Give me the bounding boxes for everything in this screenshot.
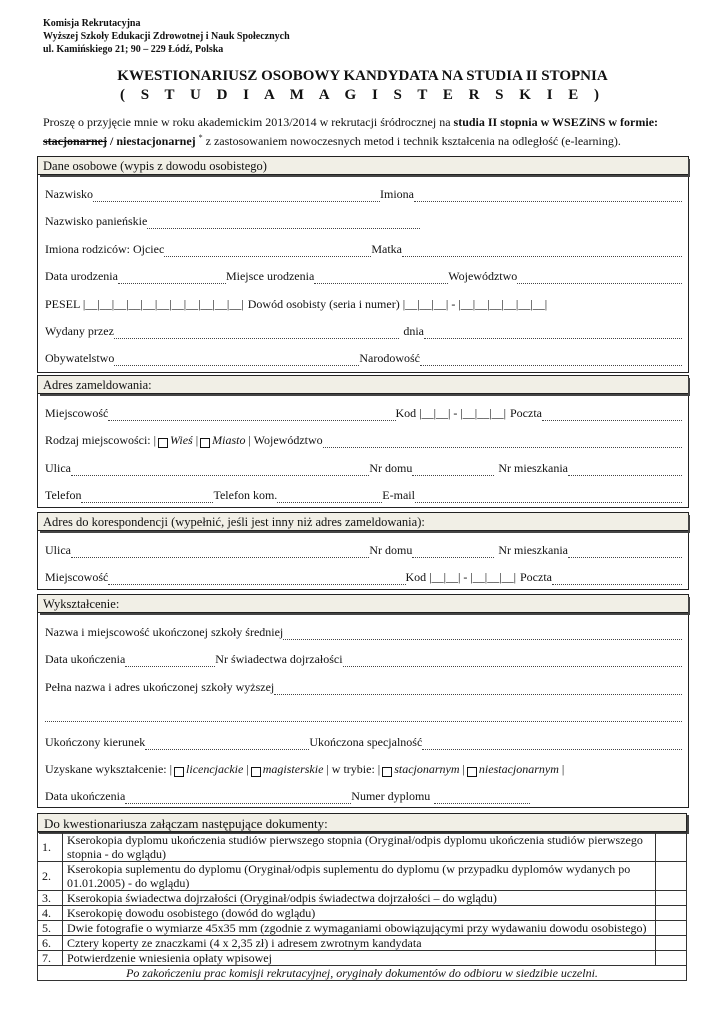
school-grad-date-field[interactable] [125,655,215,667]
village-checkbox[interactable] [158,438,168,448]
document-row [38,921,687,936]
father-name-label: Imiona rodziców: Ojciec [45,242,165,256]
document-description: Potwierdzenie wniesienia opłaty wpisowej [63,951,656,966]
town-label: Miasto [212,433,246,447]
documents-footer: Po zakończeniu prac komisji rekrutacyjnej, oryginały dokumentów do odbioru w siedzibie uczelni. [38,966,687,981]
document-description: Kserokopię dowodu osobistego (dowód do wglądu) [63,906,656,921]
address-voivodeship-label: | Województwo [248,433,323,447]
licencjackie-checkbox[interactable] [174,767,184,777]
header-line-2: Wyższej Szkoły Edukacji Zdrowotnej i Nauk Społecznych [43,31,290,42]
house-number-field[interactable] [412,464,494,476]
corr-street-field[interactable] [71,546,369,558]
id-card-field[interactable]: Dowód osobisty (seria i numer) |__|__|__| - |__|__|__|__|__|__| [247,297,548,311]
locality-type-label: Rodzaj miejscowości: | [45,433,157,447]
post-field[interactable] [542,409,682,421]
address-heading: Adres zameldowania: [38,376,688,394]
magisterskie-label: magisterskie [262,762,324,776]
corr-flat-field[interactable] [568,546,682,558]
document-number: 7. [38,951,63,966]
voivodeship-label: Województwo [448,269,518,283]
address-voivodeship-field[interactable] [323,436,682,448]
father-name-field[interactable] [164,245,371,257]
names-label: Imiona [380,187,414,201]
document-row [38,891,687,906]
intro-text-2: z zastosowaniem nowoczesnych metod i technik kształcenia na odległość (e-learning). [202,134,621,148]
footnote-star: * [198,133,203,142]
nationality-label: Narodowość [359,351,420,365]
issued-by-field[interactable] [114,327,399,339]
field-of-study-label: Ukończony kierunek [45,735,146,749]
stacjonarnym-label: stacjonarnym [394,762,460,776]
street-field[interactable] [71,464,369,476]
corr-post-label: Poczta [520,570,552,584]
names-field[interactable] [414,190,682,202]
header-line-1: Komisja Rekrutacyjna [43,18,141,29]
corr-city-field[interactable] [108,573,405,585]
secondary-school-label: Nazwa i miejscowość ukończonej szkoły średniej [45,625,284,639]
documents-section [37,813,687,981]
phone-label: Telefon [45,488,82,502]
mobile-label: Telefon kom. [213,488,278,502]
issue-date-field[interactable] [424,327,682,339]
correspondence-section [37,512,689,590]
citizenship-label: Obywatelstwo [45,351,115,365]
document-number: 5. [38,921,63,936]
postcode-field[interactable]: Kod |__|__| - |__|__|__| [395,406,506,420]
uni-grad-date-label: Data ukończenia [45,789,126,803]
document-checkbox[interactable] [656,862,687,891]
intro-paragraph [43,114,688,149]
header-line-3: ul. Kamińskiego 21; 90 – 229 Łódź, Polska [43,44,224,55]
mother-name-field[interactable] [402,245,682,257]
specialization-label: Ukończona specjalność [309,735,423,749]
document-description: Cztery koperty ze znaczkami (4 x 2,35 zł) i adresem zwrotnym kandydata [63,936,656,951]
intro-bold-1: studia II stopnia w WSEZiNS w formie: [453,115,659,129]
uni-grad-date-field[interactable] [125,792,351,804]
secondary-school-field[interactable] [283,628,682,640]
issued-by-label: Wydany przez [45,324,114,338]
post-label: Poczta [510,406,542,420]
document-row [38,833,687,862]
university-label: Pełna nazwa i adres ukończonej szkoły wyższej [45,680,275,694]
document-description: Kserokopia suplementu do dyplomu (Oryginał/odpis suplementu do dyplomu (w przypadku dyplomów wydanych po 01.01.2005) - do wglądu) [63,862,656,891]
degree-label: Uzyskane wykształcenie: | [45,762,173,776]
document-checkbox[interactable] [656,833,687,862]
document-number: 6. [38,936,63,951]
pesel-field[interactable]: PESEL |__|__|__|__|__|__|__|__|__|__|__| [45,297,244,311]
voivodeship-field[interactable] [517,272,682,284]
citizenship-field[interactable] [114,354,359,366]
phone-field[interactable] [81,491,213,503]
birthdate-field[interactable] [118,272,226,284]
city-field[interactable] [108,409,395,421]
flat-number-field[interactable] [568,464,682,476]
university-field-line-2[interactable] [45,710,682,722]
town-checkbox[interactable] [200,438,210,448]
email-label: E-mail [382,488,415,502]
document-checkbox[interactable] [656,921,687,936]
correspondence-heading: Adres do korespondencji (wypełnić, jeśli jest inny niż adres zameldowania): [38,513,688,531]
document-row [38,862,687,891]
flat-number-label: Nr mieszkania [498,461,568,475]
option-niestacjonarna[interactable]: / niestacjonarnej [106,134,196,148]
documents-table [37,832,687,981]
document-description: Kserokopia świadectwa dojrzałości (Oryginał/odpis świadectwa dojrzałości – do wglądu) [63,891,656,906]
form-title: KWESTIONARIUSZ OSOBOWY KANDYDATA NA STUDIA II STOPNIA [117,68,608,84]
document-row [38,906,687,921]
corr-postcode-field[interactable]: Kod |__|__| - |__|__|__| [405,570,516,584]
education-section: Wykształcenie: Nazwa i miejscowość ukończonej szkoły średniej Data ukończenia Nr świadectwa dojrzałości Pełna nazwa i adres ukończonej szkoły wyższej Ukończony kierunek Ukończona specjalność Uzyskane wykształcenie: | licencjackie | magisterskie | w trybie: | stacjonarnym | niestacjonarnym | Data ukończenia Numer dyplomu [37,594,689,808]
surname-field[interactable] [93,190,380,202]
email-field[interactable] [415,491,682,503]
personal-data-section [37,156,689,373]
document-checkbox[interactable] [656,891,687,906]
house-number-label: Nr domu [369,461,413,475]
field-of-study-field[interactable] [145,738,309,750]
certificate-number-label: Nr świadectwa dojrzałości [215,652,343,666]
niestacjonarnym-label: niestacjonarnym [478,762,559,776]
institution-header [43,17,290,56]
corr-post-field[interactable] [552,573,682,585]
intro-text-1: Proszę o przyjęcie mnie w roku akademickim 2013/2014 w rekrutacji śródrocznej na [43,115,454,129]
document-checkbox[interactable] [656,906,687,921]
form-subtitle: ( S T U D I A M A G I S T E R S K I E ) [119,87,606,103]
school-grad-date-label: Data ukończenia [45,652,126,666]
mobile-field[interactable] [277,491,382,503]
issue-date-label: dnia [403,324,424,338]
specialization-field[interactable] [422,738,682,750]
mother-name-label: Matka [371,242,402,256]
document-checkbox[interactable] [656,936,687,951]
birthplace-field[interactable] [314,272,448,284]
niestacjonarnym-checkbox[interactable] [467,767,477,777]
diploma-number-label: Numer dyplomu [351,789,431,803]
maiden-name-field[interactable] [147,217,420,229]
village-label: Wieś [170,433,193,447]
document-description: Dwie fotografie o wymiarze 45x35 mm (zgodnie z wymaganiami obowiązującymi przy wydawaniu dowodu osobistego) [63,921,656,936]
corr-house-label: Nr domu [369,543,413,557]
document-number: 2. [38,862,63,891]
certificate-number-field[interactable] [343,655,682,667]
document-row [38,936,687,951]
document-checkbox[interactable] [656,951,687,966]
corr-city-label: Miejscowość [45,570,109,584]
birthplace-label: Miejsce urodzenia [225,269,315,283]
maiden-name-label: Nazwisko panieńskie [45,214,148,228]
diploma-number-field[interactable] [434,792,530,804]
address-section: Adres zameldowania: Miejscowość Kod |__|__| - |__|__|__| Poczta Rodzaj miejscowości: | Wieś | Miasto | Województwo Ulica Nr domu Nr mieszkania Telefon Telefon kom. E-mail [37,375,689,508]
document-row [38,951,687,966]
personal-data-heading: Dane osobowe (wypis z dowodu osobistego) [38,157,688,175]
nationality-field[interactable] [420,354,682,366]
study-mode-label: | w trybie: | [326,762,381,776]
corr-house-field[interactable] [412,546,494,558]
street-label: Ulica [45,461,71,475]
document-description: Kserokopia dyplomu ukończenia studiów pierwszego stopnia (Oryginał/odpis dyplomu ukończenia studiów pierwszego stopnia - do wglądu) [63,833,656,862]
document-number: 1. [38,833,63,862]
option-stacjonarna[interactable]: stacjonarnej [43,134,107,148]
surname-label: Nazwisko [45,187,93,201]
document-number: 4. [38,906,63,921]
birthdate-label: Data urodzenia [45,269,118,283]
stacjonarnym-checkbox[interactable] [382,767,392,777]
magisterskie-checkbox[interactable] [251,767,261,777]
licencjackie-label: licencjackie [186,762,244,776]
corr-street-label: Ulica [45,543,71,557]
documents-heading: Do kwestionariusza załączam następujące dokumenty: [37,813,687,832]
city-label: Miejscowość [45,406,109,420]
university-field[interactable] [274,683,682,695]
education-heading: Wykształcenie: [38,595,688,613]
document-number: 3. [38,891,63,906]
corr-flat-label: Nr mieszkania [498,543,568,557]
